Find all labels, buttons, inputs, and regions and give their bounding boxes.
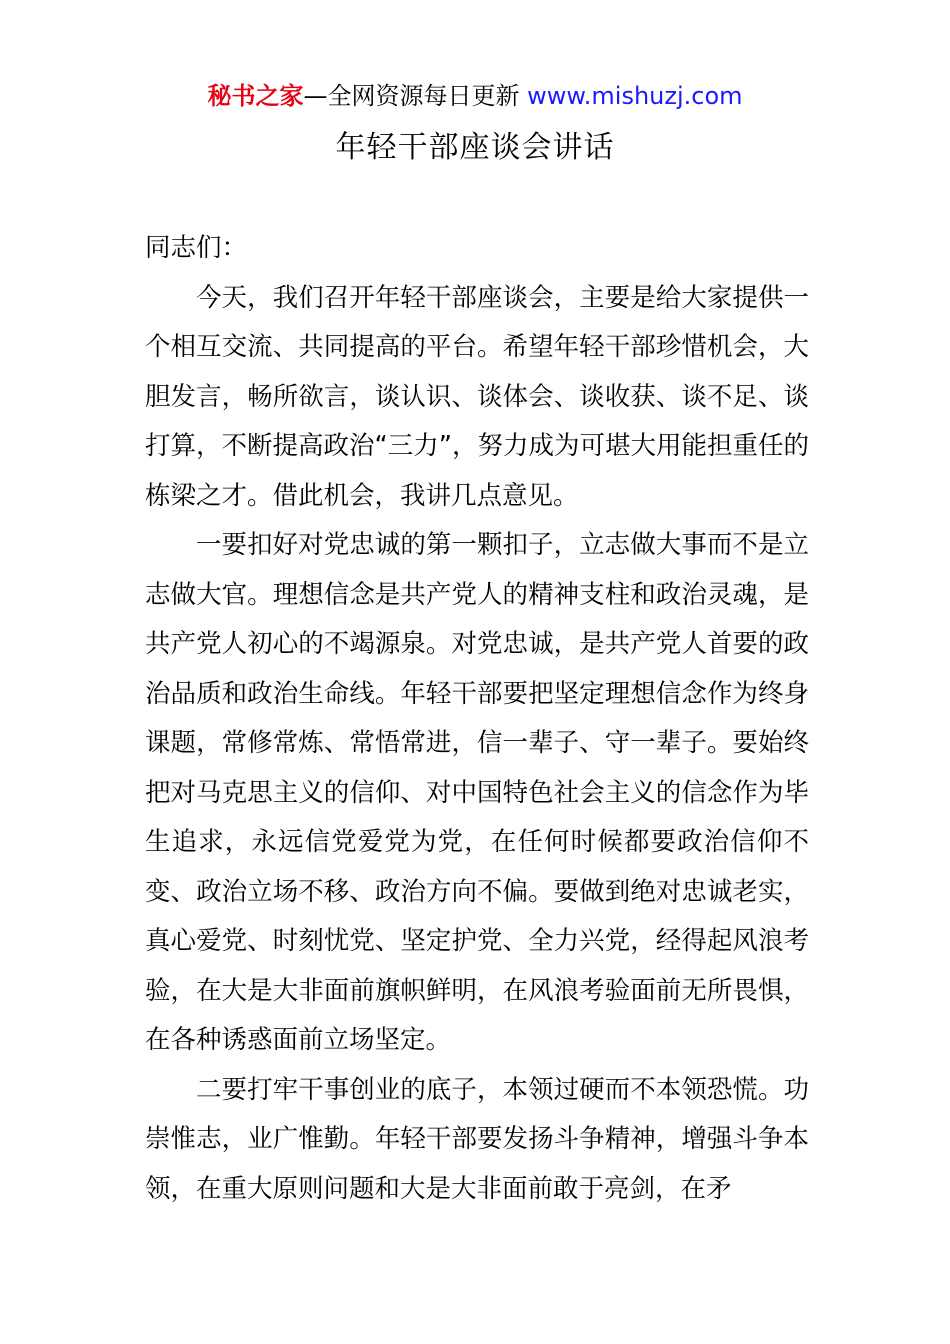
document-body xyxy=(145,224,809,1214)
site-url-link[interactable]: www.mishuzj.com xyxy=(527,82,743,110)
site-header xyxy=(0,80,950,112)
paragraph-point-one: 一要扣好对党忠诚的第一颗扣子，立志做大事而不是立志做大官。理想信念是共产党人的精神支柱和政治灵魂，是共产党人初心的不竭源泉。对党忠诚，是共产党人首要的政治品质和政治生命线。年轻干部要把坚定理想信念作为终身课题，常修常炼、常悟常进，信一辈子、守一辈子。要始终把对马克思主义的信仰、对中国特色社会主义的信念作为毕生追求，永远信党爱党为党，在任何时候都要政治信仰不变、政治立场不移、政治方向不偏。要做到绝对忠诚老实，真心爱党、时刻忧党、坚定护党、全力兴党，经得起风浪考验，在大是大非面前旗帜鲜明，在风浪考验面前无所畏惧，在各种诱惑面前立场坚定。 xyxy=(145,530,809,1055)
paragraph-intro: 今天，我们召开年轻干部座谈会，主要是给大家提供一个相互交流、共同提高的平台。希望年轻干部珍惜机会，大胆发言，畅所欲言，谈认识、谈体会、谈收获、谈不足、谈打算，不断提高政治“三力”，努力成为可堪大用能担重任的栋梁之才。借此机会，我讲几点意见。 xyxy=(145,282,809,511)
document-title: 年轻干部座谈会讲话 xyxy=(335,130,615,165)
site-brand: 秘书之家 xyxy=(207,82,304,110)
salutation: 同志们： xyxy=(145,233,248,263)
paragraph-point-two: 二要打牢干事创业的底子，本领过硬而不本领恐慌。功崇惟志，业广惟勤。年轻干部要发扬斗争精神，增强斗争本领，在重大原则问题和大是大非面前敢于亮剑，在矛 xyxy=(145,1074,809,1204)
site-tagline: —全网资源每日更新 xyxy=(303,82,528,110)
